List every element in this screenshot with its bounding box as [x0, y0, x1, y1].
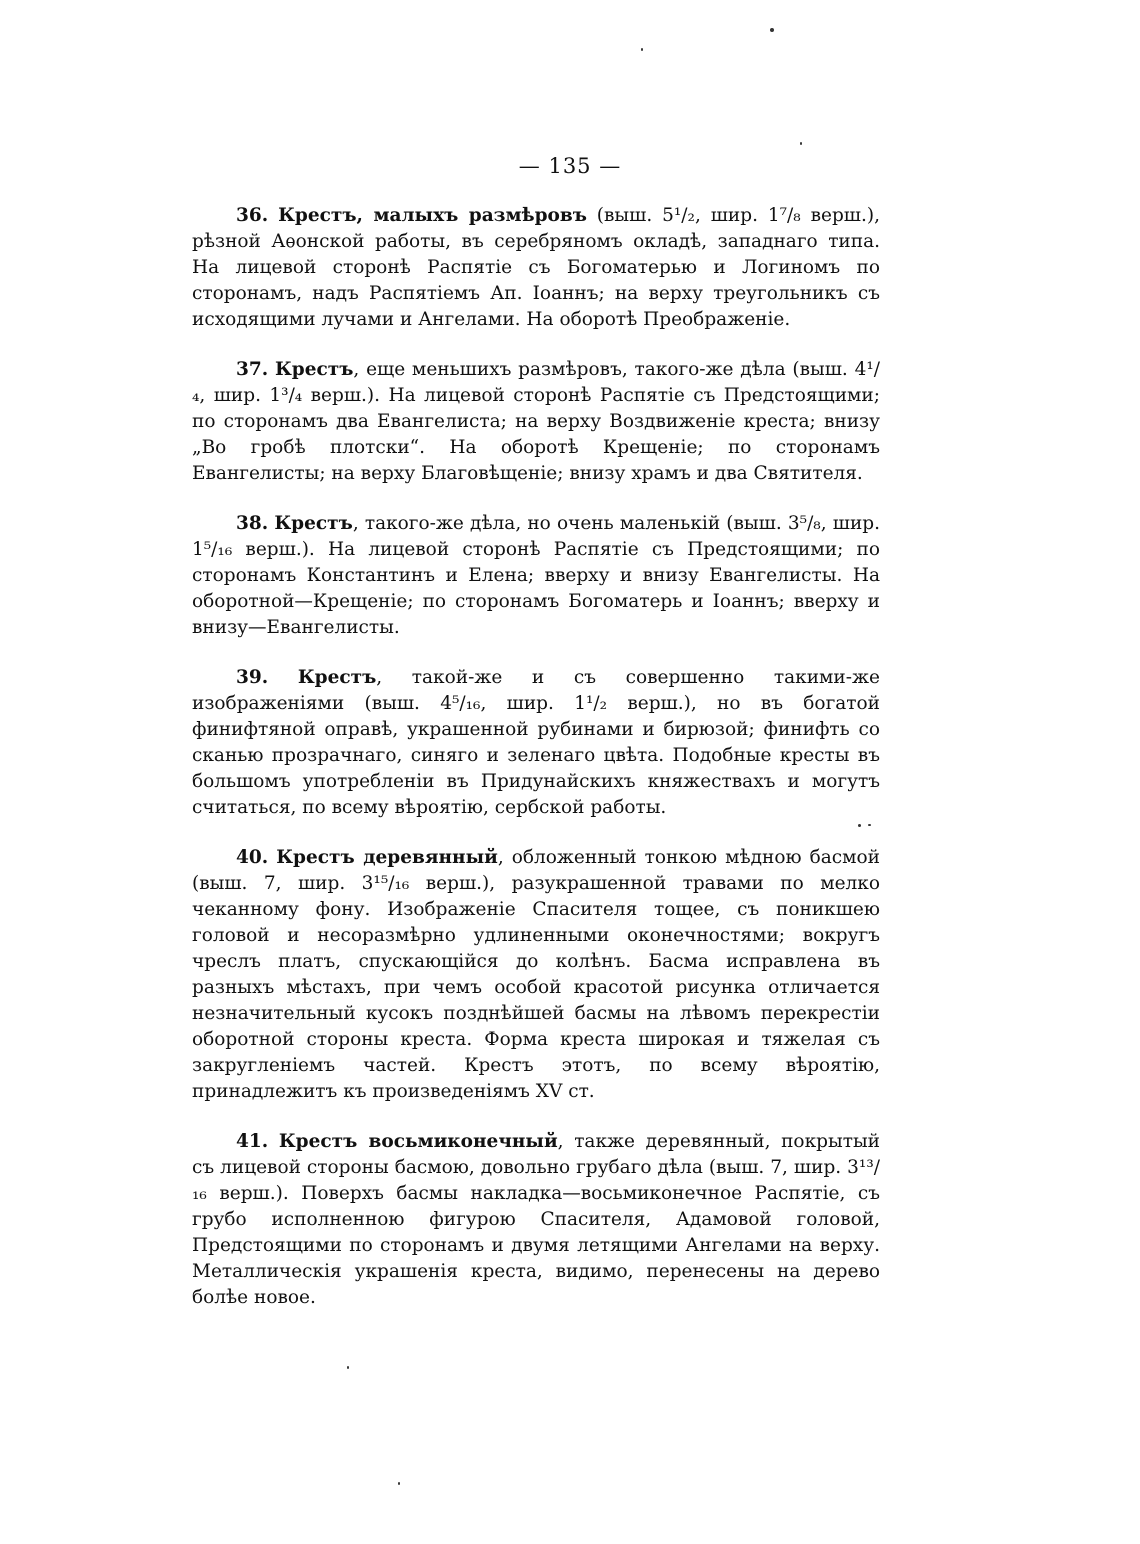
catalog-entries: [192, 203, 880, 1335]
scan-speck: [770, 28, 774, 32]
catalog-entry-39: [192, 665, 880, 821]
entry-heading: Крестъ: [274, 359, 354, 380]
entry-text: , обложенный тонкою мѣдною басмой (выш. 7, шир. 3¹⁵/₁₆ верш.), разукрашенной травами по мелко чеканному фону. Изображеніе Спасителя тощее, съ поникшею головой и несоразмѣрно удлиненными оконечностями; вокругъ чреслъ платъ, спускающійся до колѣнъ. Басма исправлена въ разныхъ мѣстахъ, при чемъ особой красотой рисунка отличается незначительный кусокъ позднѣйшей басмы на лѣвомъ перекрестіи оборотной стороны креста. Форма креста широкая и тяжелая съ закругленіемъ частей. Крестъ этотъ, по всему вѣроятію, принадлежитъ къ произведеніямъ XV ст.: [192, 847, 880, 1102]
page-number: — 135 —: [518, 154, 622, 178]
entry-text: (выш. 5¹/₂, шир. 1⁷/₈ верш.), рѣзной Аѳонской работы, въ серебряномъ окладѣ, западнаго типа. На лицевой сторонѣ Распятіе съ Богоматерью и Логиномъ по сторонамъ, надъ Распятіемъ Ап. Іоаннъ; на верху треугольникъ съ исходящими лучами и Ангелами. На оборотѣ Преображеніе.: [192, 205, 880, 330]
entry-text: , еще меньшихъ размѣровъ, такого-же дѣла (выш. 4¹/₄, шир. 1³/₄ верш.). На лицевой сторонѣ Распятіе съ Предстоящими; по сторонамъ два Евангелиста; на верху Воздвиженіе креста; внизу „Во гробѣ плотски“. На оборотѣ Крещеніе; по сторонамъ Евангелисты; на верху Благовѣщеніе; внизу храмъ и два Святителя.: [192, 359, 880, 484]
entry-text: , также деревянный, покрытый съ лицевой стороны басмою, довольно грубаго дѣла (выш. 7, шир. 3¹³/₁₆ верш.). Поверхъ басмы накладка—восьмиконечное Распятіе, съ грубо исполненною фигурою Спасителя, Адамовой головой, Предстоящими по сторонамъ и двумя летящими Ангелами на верху. Металлическія украшенія креста, видимо, перенесены на дерево болѣе новое.: [192, 1131, 880, 1308]
entry-heading: Крестъ восьмиконечный: [278, 1131, 558, 1152]
scan-speck: [347, 1366, 349, 1369]
entry-text: , такого-же дѣла, но очень маленькій (выш. 3⁵/₈, шир. 1⁵/₁₆ верш.). На лицевой сторонѣ Распятіе съ Предстоящими; по сторонамъ Константинъ и Елена; вверху и внизу Евангелисты. На оборотной—Крещеніе; по сторонамъ Богоматерь и Іоаннъ; вверху и внизу—Евангелисты.: [192, 513, 880, 638]
catalog-entry-36: [192, 203, 880, 333]
scan-speck: [641, 48, 643, 51]
catalog-entry-40: [192, 845, 880, 1105]
entry-heading: Крестъ деревянный: [276, 847, 498, 868]
entry-heading: Крестъ, малыхъ размѣровъ: [278, 205, 587, 226]
catalog-entry-37: [192, 357, 880, 487]
entry-text: , такой-же и съ совершенно такими-же изображеніями (выш. 4⁵/₁₆, шир. 1¹/₂ верш.), но въ богатой финифтяной оправѣ, украшенной рубинами и бирюзой; финифть со сканью прозрачнаго, синяго и зеленаго цвѣта. Подобные кресты въ большомъ употребленіи въ Придунайскихъ княжествахъ и могутъ считаться, по всему вѣроятію, сербской работы.: [192, 667, 880, 818]
entry-number: 41.: [236, 1131, 269, 1152]
entry-number: 40.: [236, 847, 269, 868]
entry-number: 37.: [236, 359, 269, 380]
catalog-entry-38: [192, 511, 880, 641]
entry-number: 38.: [236, 513, 269, 534]
catalog-entry-41: [192, 1129, 880, 1311]
scan-speck: [858, 824, 861, 827]
entry-heading: Крестъ: [274, 513, 353, 534]
scan-speck: [868, 824, 871, 826]
scan-speck: [398, 1482, 400, 1485]
entry-heading: Крестъ: [297, 667, 377, 688]
entry-number: 39.: [236, 667, 269, 688]
entry-number: 36.: [236, 205, 269, 226]
scan-speck: [800, 142, 802, 145]
